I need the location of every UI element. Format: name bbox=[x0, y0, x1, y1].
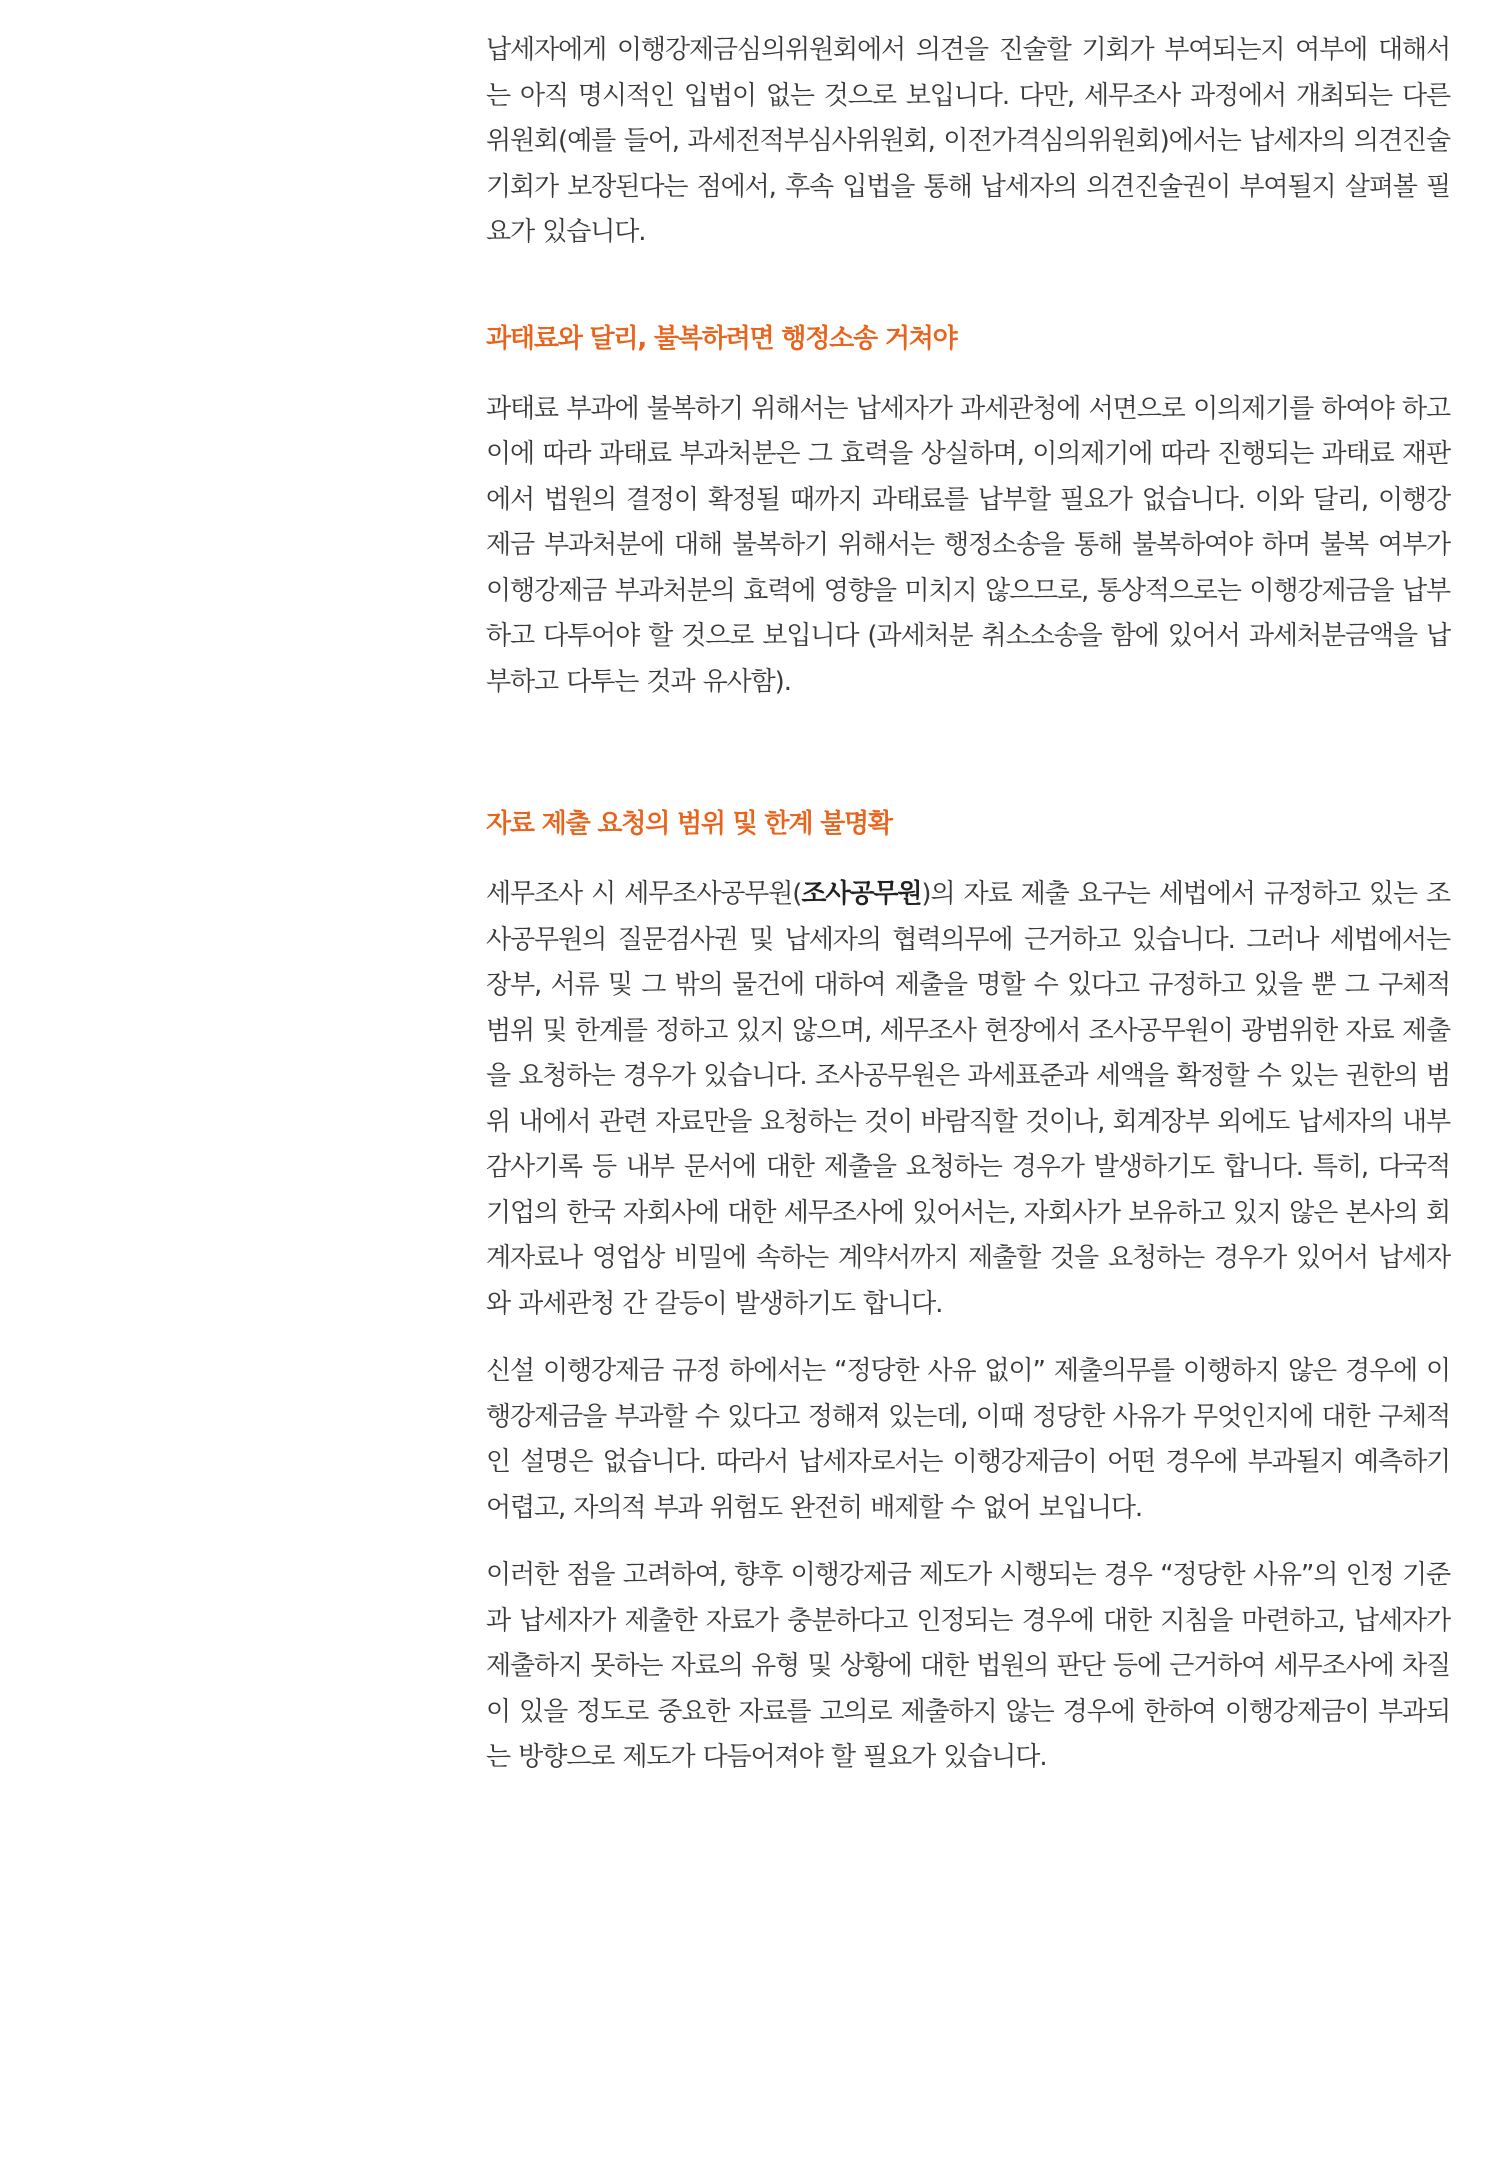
paragraph-text-segment: )의 자료 제출 요구는 세법에서 규정하고 있는 조사공무원의 질문검사권 및 납세자의 협력의무에 근거하고 있습니다. 그러나 세법에서는 장부, 서류 및 그 밖의 물건에 대하여 제출을 명할 수 있다고 규정하고 있을 뿐 그 구체적 범위 및 한계를 정하고 있지 않으며, 세무조사 현장에서 조사공무원이 광범위한 자료 제출을 요청하는 경우가 있습니다. 조사공무원은 과세표준과 세액을 확정할 수 있는 권한의 범위 내에서 관련 자료만을 요청하는 것이 바람직할 것이나, 회계장부 외에도 납세자의 내부감사기록 등 내부 문서에 대한 제출을 요청하는 경우가 발생하기도 합니다. 특히, 다국적기업의 한국 자회사에 대한 세무조사에 있어서는, 자회사가 보유하고 있지 않은 본사의 회계자료나 영업상 비밀에 속하는 계약서까지 제출할 것을 요청하는 경우가 있어서 납세자와 과세관청 간 갈등이 발생하기도 합니다. bbox=[486, 879, 1450, 1319]
section-heading-administrative-litigation: 과태료와 달리, 불복하려면 행정소송 거쳐야 bbox=[486, 323, 957, 354]
section-2-paragraph-1 bbox=[486, 872, 1450, 1327]
article-content bbox=[486, 28, 1450, 1781]
paragraph-text-segment: 세무조사 시 세무조사공무원( bbox=[486, 879, 802, 909]
section-2-paragraph-2: 신설 이행강제금 규정 하에서는 “정당한 사유 없이” 제출의무를 이행하지 않은 경우에 이행강제금을 부과할 수 있다고 정해져 있는데, 이때 정당한 사유가 무엇인지에 대한 구체적인 설명은 없습니다. 따라서 납세자로서는 이행강제금이 어떤 경우에 부과될지 예측하기 어렵고, 자의적 부과 위험도 완전히 배제할 수 없어 보입니다. bbox=[486, 1356, 1450, 1523]
section-2-paragraph-3: 이러한 점을 고려하여, 향후 이행강제금 제도가 시행되는 경우 “정당한 사유”의 인정 기준과 납세자가 제출한 자료가 충분하다고 인정되는 경우에 대한 지침을 마련하고, 납세자가 제출하지 못하는 자료의 유형 및 상황에 대한 법원의 판단 등에 근거하여 세무조사에 차질이 있을 정도로 중요한 자료를 고의로 제출하지 않는 경우에 한하여 이행강제금이 부과되는 방향으로 제도가 다듬어져야 할 필요가 있습니다. bbox=[486, 1560, 1450, 1772]
intro-paragraph: 납세자에게 이행강제금심의위원회에서 의견을 진술할 기회가 부여되는지 여부에 대해서는 아직 명시적인 입법이 없는 것으로 보입니다. 다만, 세무조사 과정에서 개최되는 다른 위원회(예를 들어, 과세전적부심사위원회, 이전가격심의위원회)에서는 납세자의 의견진술기회가 보장된다는 점에서, 후속 입법을 통해 납세자의 의견진술권이 부여될지 살펴볼 필요가 있습니다. bbox=[486, 35, 1450, 247]
section-1-paragraph: 과태료 부과에 불복하기 위해서는 납세자가 과세관청에 서면으로 이의제기를 하여야 하고 이에 따라 과태료 부과처분은 그 효력을 상실하며, 이의제기에 따라 진행되는 과태료 재판에서 법원의 결정이 확정될 때까지 과태료를 납부할 필요가 없습니다. 이와 달리, 이행강제금 부과처분에 대해 불복하기 위해서는 행정소송을 통해 불복하여야 하며 불복 여부가 이행강제금 부과처분의 효력에 영향을 미치지 않으므로, 통상적으로는 이행강제금을 납부하고 다투어야 할 것으로 보입니다 (과세처분 취소소송을 함에 있어서 과세처분금액을 납부하고 다투는 것과 유사함). bbox=[486, 393, 1450, 697]
section-heading-data-request-scope: 자료 제출 요청의 범위 및 한계 불명확 bbox=[486, 809, 892, 839]
bold-term: 조사공무원 bbox=[801, 879, 922, 909]
